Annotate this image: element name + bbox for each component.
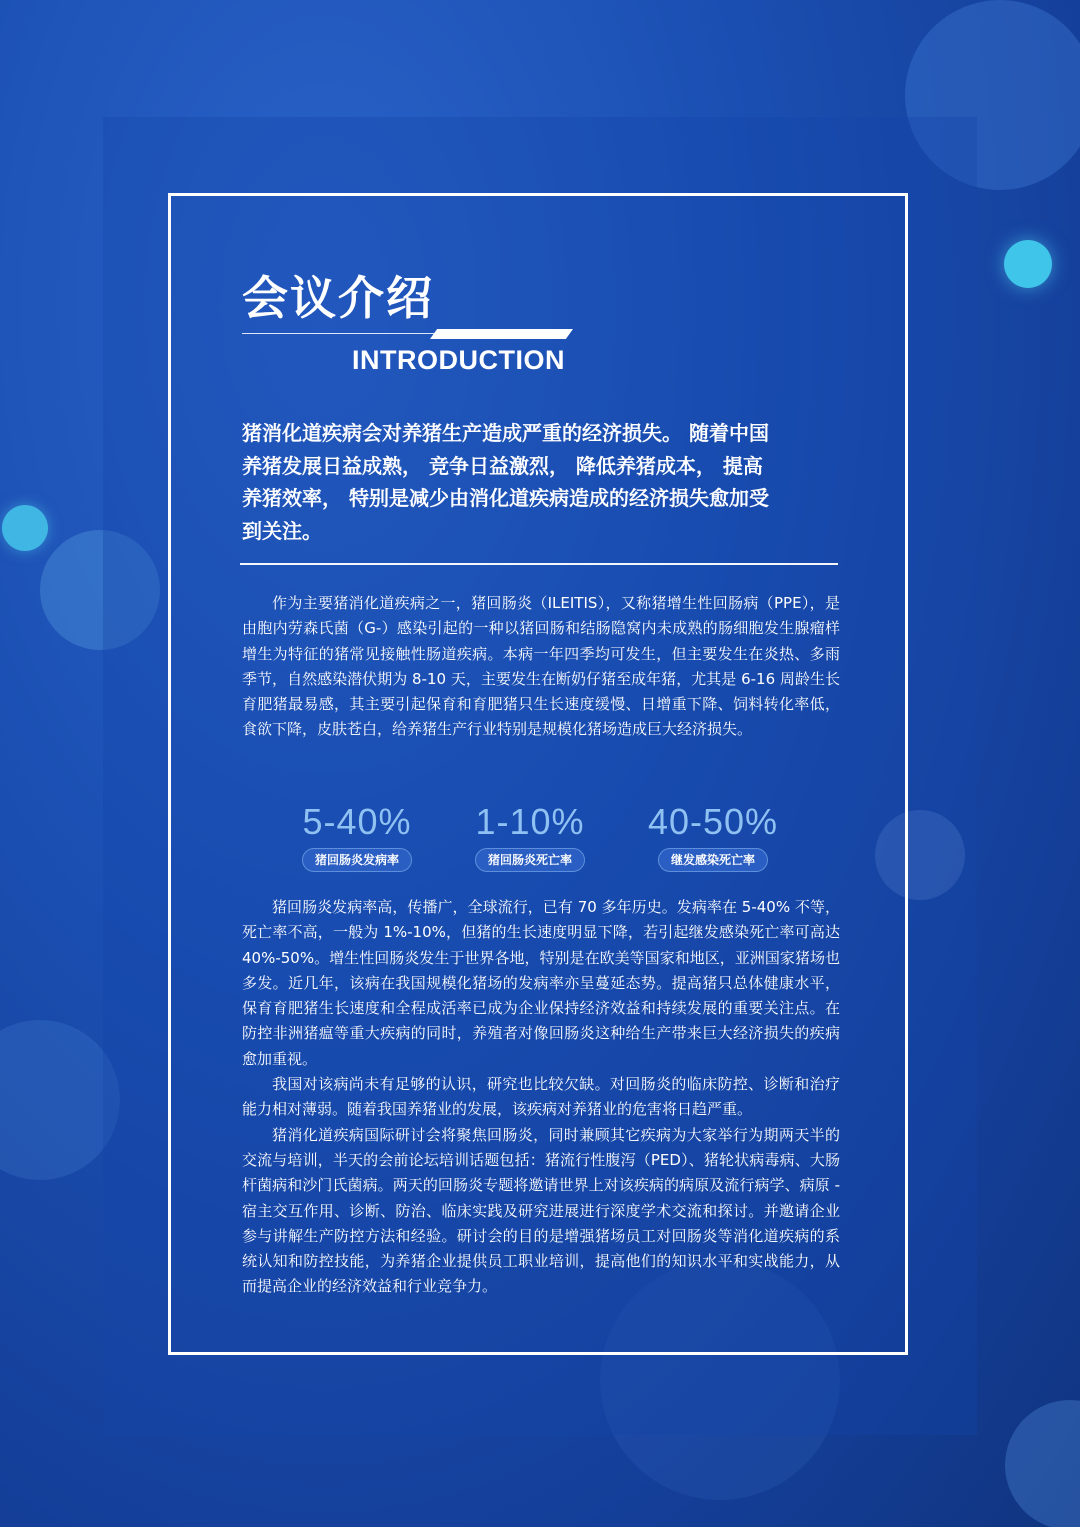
title-accent-bar xyxy=(430,329,573,339)
stats-row xyxy=(0,800,1080,880)
stat-label: 猪回肠炎发病率 xyxy=(302,848,412,872)
stat-value: 40-50% xyxy=(647,801,779,842)
stat-mortality xyxy=(468,800,592,872)
intro-body xyxy=(242,591,840,743)
decorative-bubble-cyan xyxy=(2,505,48,551)
decorative-bubble xyxy=(1005,1400,1080,1527)
title-underline xyxy=(242,333,434,334)
stat-secondary-mortality xyxy=(640,800,786,872)
stat-label: 猪回肠炎死亡率 xyxy=(475,848,585,872)
section-divider xyxy=(240,563,838,565)
stat-label: 继发感染死亡率 xyxy=(658,848,768,872)
decorative-bubble xyxy=(0,1020,120,1180)
detail-body xyxy=(242,895,840,1300)
body-paragraph: 猪回肠炎发病率高，传播广，全球流行，已有 70 多年历史。发病率在 5-40% 不等，死亡率不高，一般为 1%-10%，但猪的生长速度明显下降，若引起继发感染死亡率可高达 40%-50%。增生性回肠炎发生于世界各地，特别是在欧美等国家和地区，亚洲国家猪场也多发。近几年，该病在我国规模化猪场的发病率亦呈蔓延态势。提高猪只总体健康水平，保育育肥猪生长速度和全程成活率已成为企业保持经济效益和持续发展的重要关注点。在防控非洲猪瘟等重大疾病的同时，养殖者对像回肠炎这种给生产带来巨大经济损失的疾病愈加重视。 xyxy=(242,898,840,1068)
page-subtitle: INTRODUCTION xyxy=(352,345,565,375)
page-title: 会议介绍 xyxy=(242,271,434,325)
body-paragraph: 猪消化道疾病国际研讨会将聚焦回肠炎，同时兼顾其它疾病为大家举行为期两天半的交流与培训，半天的会前论坛培训话题包括：猪流行性腹泻（PED）、猪轮状病毒病、大肠杆菌病和沙门氏菌病。两天的回肠炎专题将邀请世界上对该疾病的病原及流行病学、病原 - 宿主交互作用、诊断、防治、临床实践及研究进展进行深度学术交流和探讨。并邀请企业参与讲解生产防控方法和经验。研讨会的目的是增强猪场员工对回肠炎等消化道疾病的系统认知和防控技能，为养猪企业提供员工职业培训，提高他们的知识水平和实战能力，从而提高企业的经济效益和行业竞争力。 xyxy=(242,1125,840,1296)
lead-paragraph: 猪消化道疾病会对养猪生产造成严重的经济损失。 随着中国 养猪发展日益成熟， 竞争日益激烈， 降低养猪成本， 提高 养猪效率， 特别是减少由消化道疾病造成的经济损失愈加受 到关注。 xyxy=(242,421,769,543)
stat-value: 1-10% xyxy=(475,801,585,842)
stat-value: 5-40% xyxy=(302,801,412,842)
decorative-bubble-cyan xyxy=(1004,240,1052,288)
body-paragraph: 我国对该病尚未有足够的认识，研究也比较欠缺。对回肠炎的临床防控、诊断和治疗能力相对薄弱。随着我国养猪业的发展，该疾病对养猪业的危害将日趋严重。 xyxy=(242,1075,840,1119)
stat-incidence xyxy=(296,800,418,872)
body-paragraph: 作为主要猪消化道疾病之一，猪回肠炎（ILEITIS），又称猪增生性回肠病（PPE），是由胞内劳森氏菌（G-）感染引起的一种以猪回肠和结肠隐窝内未成熟的肠细胞发生腺瘤样增生为特征的猪常见接触性肠道疾病。本病一年四季均可发生，但主要发生在炎热、多雨季节，自然感染潜伏期为 8-10 天，主要发生在断奶仔猪至成年猪，尤其是 6-16 周龄生长育肥猪最易感，其主要引起保育和育肥猪只生长速度缓慢、日增重下降、饲料转化率低，食欲下降，皮肤苍白，给养猪生产行业特别是规模化猪场造成巨大经济损失。 xyxy=(242,594,840,739)
